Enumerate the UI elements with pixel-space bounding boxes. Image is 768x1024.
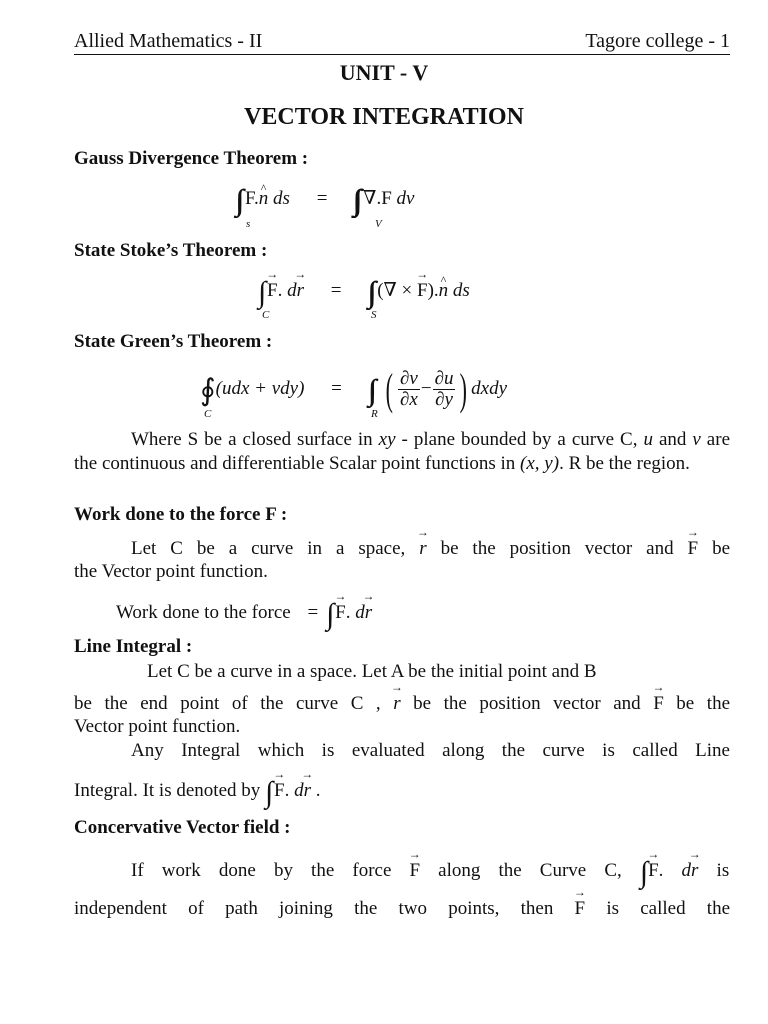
work-equation [116,598,516,632]
line-integral-heading: Line Integral : [74,636,193,657]
vector-r: r → [393,693,400,715]
text: - plane bounded by a curve C, [395,429,638,450]
greens-lhs-limit: C [204,408,212,420]
vector-r: r → [691,860,698,882]
gauss-equation [236,184,414,218]
text: v [692,429,701,450]
text: u [643,429,653,450]
text: . [658,860,664,881]
text: If work done by the force [131,860,410,881]
gauss-rhs-limit: V [375,218,382,230]
vector-r: r → [304,780,311,802]
line-integral-line-2 [74,693,730,715]
text: (x, y) [520,452,560,474]
page-header [74,30,730,55]
text: be the position vector and [400,693,654,714]
text: . [345,602,351,623]
stokes-equals: = [330,280,342,301]
greens-equation [200,364,507,415]
right-paren-icon: ) [460,365,468,414]
work-line-1 [74,538,730,560]
fraction-du-dy [433,369,456,410]
line-integral-line-1: Let C be a curve in a space. Let A be the initial point and B [147,661,597,682]
text: be [698,538,730,559]
vector-F: F → [648,860,659,882]
text: d [663,860,692,881]
stokes-rhs-ds: ds [448,280,470,301]
vector-r: r → [419,538,426,560]
conservative-line-1 [74,856,730,890]
stokes-rhs-limit: S [371,309,377,321]
text: be the end point of the curve C , [74,693,394,714]
greens-tail: dxdy [471,377,508,399]
text: along the Curve C, [420,860,640,881]
fraction-dv-dx [398,369,420,410]
header-college: Tagore college - 1 [585,30,730,52]
stokes-rhs-n: n ^ [439,280,449,302]
gauss-heading: Gauss Divergence Theorem : [74,148,309,169]
greens-minus: − [420,377,432,399]
stokes-rhs-open: (∇ × [377,280,418,301]
line-integral-line-4: Any Integral which is evaluated along the curve is called Line [131,740,730,761]
conservative-heading: Concervative Vector field : [74,817,291,838]
text: Work done to the force [116,602,291,623]
vector-F: F → [688,538,699,560]
stokes-equation [258,276,470,310]
stokes-lhs-limit: C [262,309,270,321]
gauss-rhs-dv: dv [391,188,415,209]
left-paren-icon: ( [386,365,394,414]
text: be the [663,693,731,714]
stokes-lhs-d: d [282,280,297,301]
stokes-lhs-F: F → [267,280,278,302]
work-line-2: the Vector point function. [74,561,268,582]
text: independent of path joining the two points, then [74,898,575,919]
header-course: Allied Mathematics - II [74,30,263,52]
vector-F: F → [410,860,421,882]
text: xy [378,429,396,450]
text: . [284,780,290,801]
contour-integral-symbol: ∮ [200,373,207,407]
gauss-rhs-body: ∇.F [363,188,392,209]
vector-F: F → [335,602,346,624]
stokes-heading: State Stoke’s Theorem : [74,240,268,261]
fraction-num: ∂u [434,368,454,389]
stokes-rhs-close: ). [427,280,439,301]
chapter-title: VECTOR INTEGRATION [244,104,524,130]
stokes-lhs-dot: . [277,280,283,301]
text: d [289,780,304,801]
work-heading: Work done to the force F : [74,504,288,525]
fraction-den: ∂x [400,389,418,410]
greens-heading: State Green’s Theorem : [74,331,273,352]
text: is called the [585,898,730,919]
text: are the continuous and differentiable Scalar point functions in [74,429,730,474]
text: . R be the region. [559,452,690,474]
gauss-lhs-limit: s [246,218,251,230]
text: is [698,860,730,881]
text: be the position vector and [426,538,688,559]
fraction-den: ∂y [435,389,453,410]
greens-lhs: (udx + vdy) [215,377,305,399]
gauss-equals: = [316,188,328,209]
gauss-lhs-n: n ^ [259,188,269,210]
gauss-lhs-ds: ds [268,188,290,209]
greens-equals: = [331,377,342,399]
vector-F: F → [575,898,586,920]
gauss-lhs-body: F. [245,188,259,209]
vector-r: r → [365,602,372,624]
vector-F: F → [653,693,664,715]
greens-paragraph [74,428,730,475]
conservative-line-2 [74,898,730,920]
stokes-lhs-r: r → [297,280,304,302]
text: and [652,429,693,450]
text: Integral. It is denoted by [74,780,266,801]
text: . [311,780,321,801]
vector-F: F → [274,780,285,802]
line-integral-line-3: Vector point function. [74,716,241,737]
unit-title: UNIT - V [339,60,429,85]
stokes-rhs-F: F → [417,280,428,302]
line-integral-line-5 [74,776,730,810]
text: = [307,602,319,623]
text: Let C be a curve in a space, [131,538,420,559]
fraction-num: ∂v [400,368,418,389]
greens-rhs-limit: R [371,408,378,420]
text: Where S be a closed surface in [131,429,379,450]
text: d [350,602,365,623]
